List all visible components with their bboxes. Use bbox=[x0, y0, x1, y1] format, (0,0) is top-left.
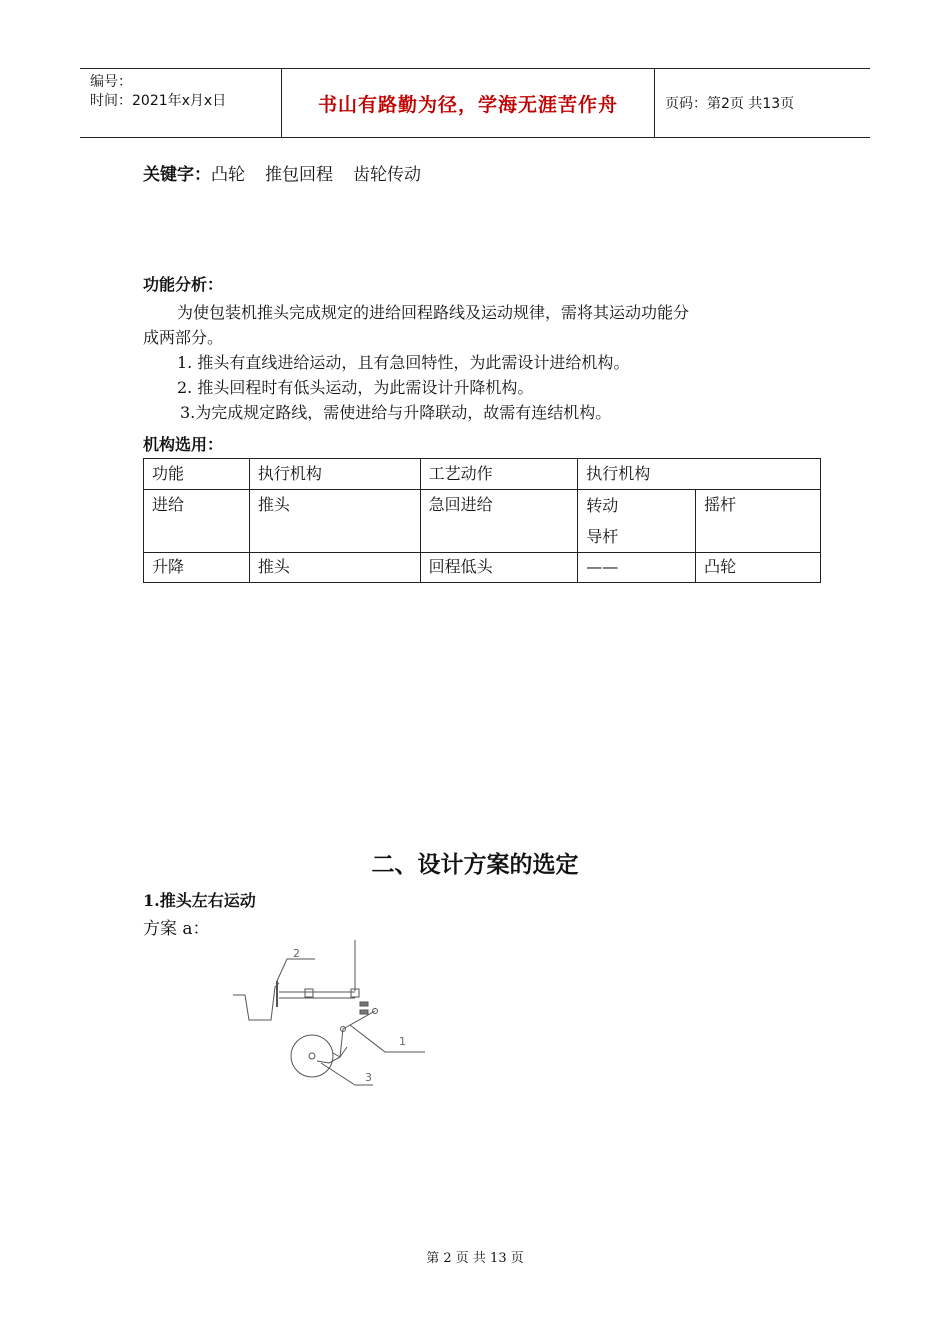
table-header-cell: 功能 bbox=[144, 459, 250, 490]
table-cell bbox=[578, 490, 696, 553]
function-analysis-heading: 功能分析： bbox=[143, 275, 224, 294]
function-analysis-item-3: 3.为完成规定路线，需使进给与升降联动，故需有连结机构。 bbox=[180, 403, 612, 422]
header-time-label: 时间：2021年x月x日 bbox=[90, 93, 227, 109]
mechanism-diagram bbox=[225, 935, 435, 1105]
table-cell: 进给 bbox=[144, 490, 250, 553]
table-cell: 急回进给 bbox=[420, 490, 578, 553]
function-analysis-item-1: 1. 推头有直线进给运动，且有急回特性，为此需设计进给机构。 bbox=[177, 353, 630, 372]
function-analysis-intro-1: 为使包装机推头完成规定的进给回程路线及运动规律，需将其运动功能分 bbox=[177, 303, 690, 322]
header-motto: 书山有路勤为径，学海无涯苦作舟 bbox=[317, 93, 618, 116]
keywords-line bbox=[143, 160, 421, 185]
mechanism-table bbox=[143, 458, 821, 583]
section-title: 二、设计方案的选定 bbox=[371, 851, 579, 878]
table-header-row bbox=[144, 459, 821, 490]
header-motto-cell bbox=[282, 69, 655, 137]
table-cell: 凸轮 bbox=[696, 553, 821, 583]
diagram-label-2: 2 bbox=[293, 947, 300, 960]
mechanism-heading: 机构选用： bbox=[143, 435, 224, 454]
header-left-cell bbox=[80, 69, 282, 137]
keyword-item: 推包回程 bbox=[265, 165, 333, 185]
section-subheading: 1.推头左右运动 bbox=[143, 891, 256, 910]
slider-block bbox=[305, 989, 313, 997]
table-cell: 摇杆 bbox=[696, 490, 821, 553]
keyword-item: 凸轮 bbox=[211, 165, 245, 185]
table-header-cell: 执行机构 bbox=[249, 459, 420, 490]
table-cell: 回程低头 bbox=[420, 553, 578, 583]
document-header bbox=[80, 68, 870, 138]
table-cell: 推头 bbox=[249, 490, 420, 553]
header-page-label: 页码：第2页 共13页 bbox=[665, 96, 795, 112]
diagram-label-1: 1 bbox=[399, 1035, 406, 1048]
leader-line-1 bbox=[350, 1025, 425, 1052]
header-page-cell bbox=[655, 69, 870, 137]
header-number-label: 编号： bbox=[90, 74, 132, 90]
function-analysis-intro-2: 成两部分。 bbox=[143, 328, 224, 347]
table-cell: 推头 bbox=[249, 553, 420, 583]
table-cell-line: 导杆 bbox=[586, 527, 619, 546]
table-header-cell: 执行机构 bbox=[578, 459, 821, 490]
scheme-label: 方案 a： bbox=[143, 919, 210, 939]
table-row bbox=[144, 490, 821, 553]
keyword-item: 齿轮传动 bbox=[353, 165, 421, 185]
page-footer: 第 2 页 共 13 页 bbox=[426, 1251, 524, 1266]
diagram-label-3: 3 bbox=[365, 1071, 372, 1084]
function-analysis-item-2: 2. 推头回程时有低头运动，为此需设计升降机构。 bbox=[177, 378, 534, 397]
table-header-cell: 工艺动作 bbox=[420, 459, 578, 490]
table-cell-line: 转动 bbox=[586, 496, 619, 515]
diagram-profile bbox=[233, 983, 279, 1020]
keywords-label: 关键字： bbox=[143, 165, 211, 185]
leader-line-2 bbox=[277, 959, 315, 981]
table-cell: —— bbox=[578, 553, 696, 583]
table-row bbox=[144, 553, 821, 583]
cam-disk bbox=[291, 1035, 333, 1077]
table-cell: 升降 bbox=[144, 553, 250, 583]
